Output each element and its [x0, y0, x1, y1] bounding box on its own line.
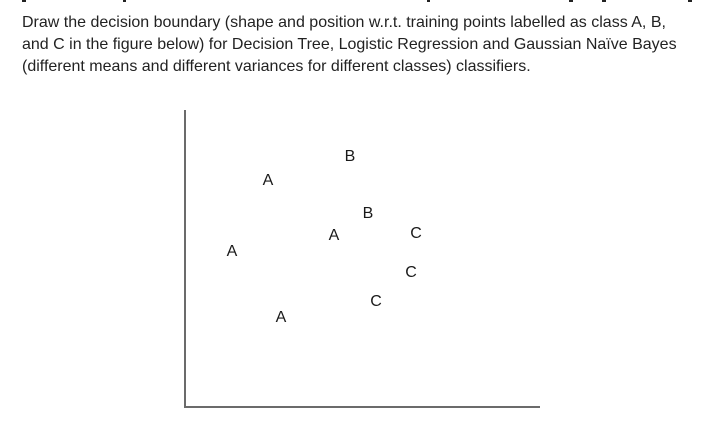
point-label-a: A: [328, 227, 340, 244]
question-line: Draw the decision boundary (shape and position w.r.t. training points labelled as class A, B,: [22, 14, 666, 31]
point-label-c: C: [405, 264, 417, 281]
point-label-c: C: [410, 225, 422, 242]
point-label-c: C: [370, 293, 382, 310]
point-label-a: A: [226, 243, 238, 260]
y-axis-line: [184, 110, 186, 408]
point-label-b: B: [344, 148, 356, 165]
question-line: (different means and different variances for different classes) classifiers.: [22, 58, 531, 75]
point-label-a: A: [262, 172, 274, 189]
x-axis-line: [184, 406, 540, 408]
question-line: and C in the figure below) for Decision Tree, Logistic Regression and Gaussian Naïve Bayes: [22, 36, 677, 53]
point-label-a: A: [275, 309, 287, 326]
point-label-b: B: [362, 205, 374, 222]
